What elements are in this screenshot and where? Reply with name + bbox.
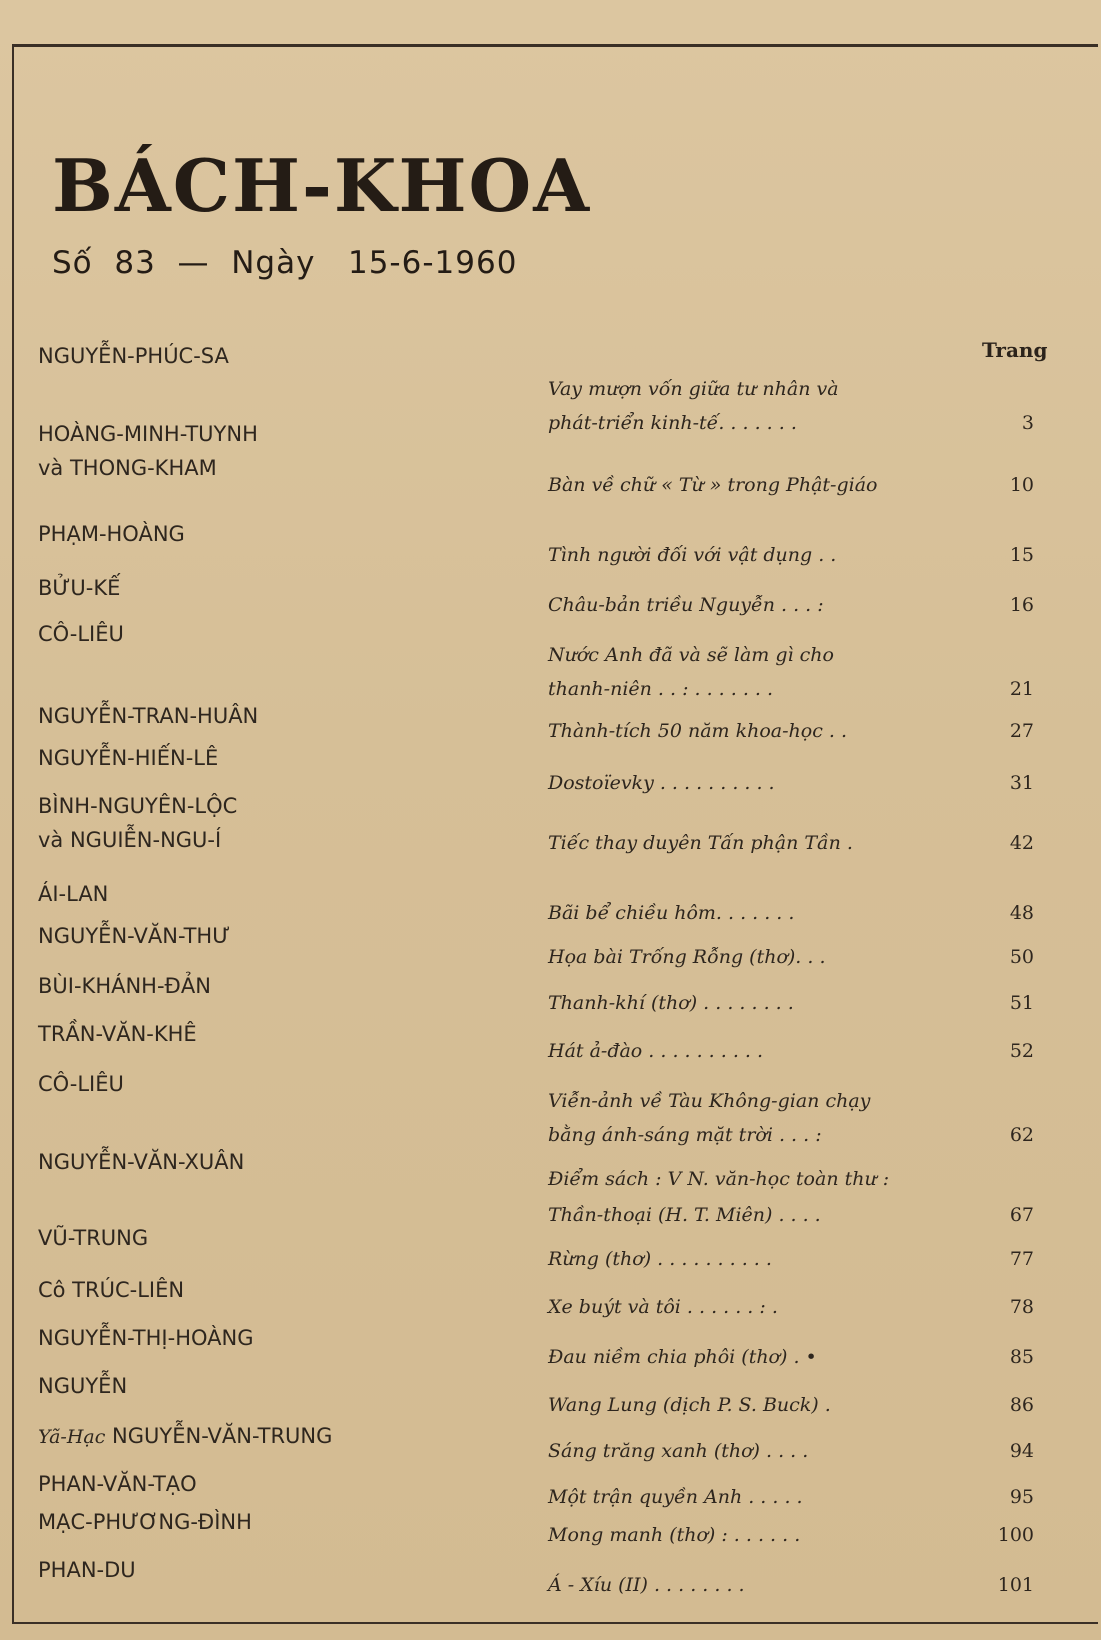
toc-page-number: 86 [1009, 1394, 1034, 1416]
toc-title: Tình người đối với vật dụng . . [548, 544, 837, 566]
toc-page-number: 51 [1009, 992, 1034, 1014]
author-name: HOÀNG-MINH-TUYNH [38, 422, 258, 446]
author-name: và NGUIỄN-NGU-Í [38, 828, 222, 852]
toc-entry [548, 944, 1034, 970]
toc-page-number: 101 [997, 1574, 1034, 1596]
toc-title: Vay mượn vốn giữa tư nhân và [548, 378, 839, 400]
toc-title: thanh-niên . . : . . . . . . . [548, 678, 774, 700]
author-name: NGUYỄN-THỊ-HOÀNG [38, 1326, 254, 1350]
author-name: NGUYỄN-VĂN-TRUNG [112, 1424, 333, 1448]
toc-title: Một trận quyền Anh . . . . . [548, 1486, 803, 1508]
author-name: PHẠM-HOÀNG [38, 522, 185, 546]
toc-entry [548, 1522, 1034, 1548]
author-name: BÙI-KHÁNH-ĐẢN [38, 974, 211, 998]
author-name: NGUYỄN [38, 1374, 128, 1398]
magazine-title: BÁCH-KHOA [52, 143, 592, 228]
toc-entry [548, 676, 1034, 702]
toc-page-number: 78 [1009, 1296, 1034, 1318]
toc-title: Dostoïevky . . . . . . . . . . [548, 772, 775, 794]
author-name: ÁI-LAN [38, 882, 109, 906]
toc-entry [548, 642, 1034, 668]
author-name: BỬU-KẾ [38, 576, 121, 600]
toc-page-number: 21 [1009, 678, 1034, 700]
toc-title: Thành-tích 50 năm khoa-học . . [548, 720, 848, 742]
toc-page-number: 48 [1009, 902, 1034, 924]
toc-entry [548, 472, 1034, 498]
toc-entry [548, 1246, 1034, 1272]
toc-page-number: 10 [1009, 474, 1034, 496]
toc-title: Thanh-khí (thơ) . . . . . . . . [548, 992, 794, 1014]
toc-page-number: 31 [1009, 772, 1034, 794]
toc-title: Hát ả-đào . . . . . . . . . . [548, 1040, 764, 1062]
left-border-rule [12, 44, 14, 1624]
toc-title: Điểm sách : V N. văn-học toàn thư : [548, 1168, 890, 1190]
toc-title: bằng ánh-sáng mặt trời . . . : [548, 1124, 822, 1146]
toc-title: Bãi bể chiều hôm. . . . . . . [548, 902, 795, 924]
toc-title: Nước Anh đã và sẽ làm gì cho [548, 644, 834, 666]
bottom-border-rule [12, 1622, 1098, 1624]
toc-title: Mong manh (thơ) : . . . . . . [548, 1524, 801, 1546]
toc-entry [548, 592, 1034, 618]
toc-title: Rừng (thơ) . . . . . . . . . . [548, 1248, 772, 1270]
toc-page-number: 52 [1009, 1040, 1034, 1062]
author-name: NGUYỄN-VĂN-XUÂN [38, 1150, 245, 1174]
author-name: NGUYỄN-TRAN-HUÂN [38, 704, 259, 728]
toc-entry [548, 1166, 1034, 1192]
author-name: BÌNH-NGUYÊN-LỘC [38, 794, 238, 818]
toc-entry [548, 1344, 1034, 1370]
toc-entry [548, 1088, 1034, 1114]
toc-title: phát-triển kinh-tế. . . . . . . [548, 412, 797, 434]
toc-title: Châu-bản triều Nguyễn . . . : [548, 594, 824, 616]
issue-line: Số 83 — Ngày 15-6-1960 [52, 245, 518, 281]
toc-entry [548, 1572, 1034, 1598]
toc-entry [548, 410, 1034, 436]
author-name: NGUYỄN-HIẾN-LÊ [38, 746, 219, 770]
toc-title: Wang Lung (dịch P. S. Buck) . [548, 1394, 831, 1416]
toc-entry [548, 1438, 1034, 1464]
toc-entry [548, 770, 1034, 796]
toc-page-number: 67 [1009, 1204, 1034, 1226]
toc-title: Bàn về chữ « Từ » trong Phật-giáo [548, 474, 878, 496]
author-name: TRẦN-VĂN-KHÊ [38, 1022, 197, 1046]
toc-page-number: 3 [1021, 412, 1034, 434]
top-border-rule [12, 44, 1098, 47]
author-name [38, 1426, 332, 1447]
toc-page-number: 42 [1009, 832, 1034, 854]
toc-title: Á - Xíu (II) . . . . . . . . [548, 1574, 745, 1596]
author-name: và THONG-KHAM [38, 456, 217, 480]
toc-title: Tiếc thay duyên Tấn phận Tần . [548, 832, 853, 854]
toc-title: Họa bài Trống Rỗng (thơ). . . [548, 946, 826, 968]
toc-entry [548, 1122, 1034, 1148]
toc-entry [548, 900, 1034, 926]
author-name: Cô TRÚC-LIÊN [38, 1278, 185, 1302]
toc-entry [548, 718, 1034, 744]
author-name: PHAN-DU [38, 1558, 136, 1582]
author-name: PHAN-VĂN-TẠO [38, 1472, 197, 1496]
toc-entry [548, 1294, 1034, 1320]
toc-page-number: 27 [1009, 720, 1034, 742]
toc-entry [548, 830, 1034, 856]
toc-title: Đau niềm chia phôi (thơ) . • [548, 1346, 817, 1368]
author-name: NGUYỄN-VĂN-THƯ [38, 924, 231, 948]
toc-page-number: 77 [1009, 1248, 1034, 1270]
toc-entry [548, 1392, 1034, 1418]
toc-page-number: 95 [1009, 1486, 1034, 1508]
toc-page-number: 50 [1009, 946, 1034, 968]
toc-entry [548, 542, 1034, 568]
toc-page-number: 16 [1009, 594, 1034, 616]
toc-page-number: 15 [1009, 544, 1034, 566]
toc-page-header: Trang [982, 338, 1048, 362]
author-name: CÔ-LIÊU [38, 622, 124, 646]
toc-entry [548, 1038, 1034, 1064]
toc-entry [548, 376, 1034, 402]
toc-page-number: 100 [997, 1524, 1034, 1546]
toc-page-number: 85 [1009, 1346, 1034, 1368]
author-name: NGUYỄN-PHÚC-SA [38, 344, 229, 368]
toc-entry [548, 990, 1034, 1016]
toc-entry [548, 1484, 1034, 1510]
toc-title: Xe buýt và tôi . . . . . . : . [548, 1296, 778, 1318]
toc-title: Thần-thoại (H. T. Miên) . . . . [548, 1204, 821, 1226]
toc-title: Sáng trăng xanh (thơ) . . . . [548, 1440, 809, 1462]
toc-title: Viễn-ảnh về Tàu Không-gian chạy [548, 1090, 871, 1112]
toc-entry [548, 1202, 1034, 1228]
author-name: MẠC-PHƯƠNG-ĐÌNH [38, 1510, 252, 1534]
author-name: CÔ-LIÊU [38, 1072, 124, 1096]
toc-page-number: 62 [1009, 1124, 1034, 1146]
toc-page-number: 94 [1009, 1440, 1034, 1462]
author-name: VŨ-TRUNG [38, 1226, 149, 1250]
author-prefix: Yã-Hạc [38, 1426, 106, 1448]
